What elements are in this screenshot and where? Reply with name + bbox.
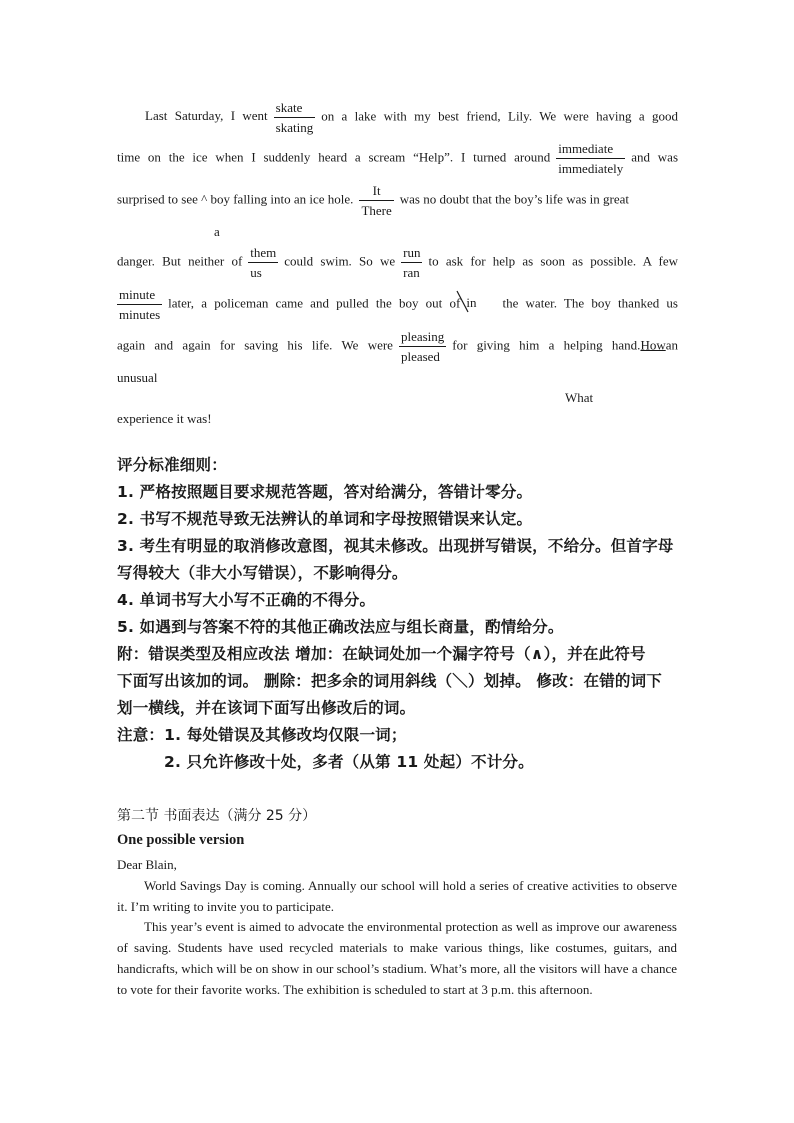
- passage-text: time on the ice when I suddenly heard a scream “Help”. I turned around: [117, 149, 551, 165]
- rule-1: 1. 严格按照题目要求规范答题，答对给满分，答错计零分。: [117, 483, 533, 501]
- passage-line-5: [117, 285, 678, 324]
- passage-text: could swim. So we: [284, 253, 396, 269]
- passage-line-3: [117, 181, 667, 220]
- corrected-word: ran: [403, 265, 420, 280]
- passage-text: on a lake with my best friend, Lily. We were having a good: [321, 108, 678, 124]
- rule-4: 4. 单词书写大小写不正确的不得分。: [117, 591, 376, 609]
- correction-fraction: [274, 98, 316, 137]
- replacement-word: What: [565, 390, 594, 405]
- letter-salutation: Dear Blain,: [117, 857, 177, 872]
- section-heading: 第二节 书面表达（满分 25 分）: [117, 808, 317, 824]
- note-line-2: 2. 只允许修改十处，多者（从第 11 处起）不计分。: [164, 753, 534, 771]
- passage-line-2: [117, 139, 678, 178]
- letter-paragraph-1: World Savings Day is coming. Annually our school will hold a series of creative activities to observe it. I’m writing to invite you to participate.: [117, 877, 677, 914]
- original-word: pleasing: [399, 327, 446, 347]
- passage-text: the water. The boy thanked us: [502, 295, 678, 311]
- passage-text: again and again for saving his life. We were: [117, 337, 393, 353]
- original-word: It: [359, 181, 393, 201]
- corrected-word: skating: [275, 120, 314, 135]
- passage-text: Last Saturday, I went: [145, 108, 268, 124]
- correction-fraction: [399, 327, 446, 366]
- passage-text: for giving him a helping hand.: [452, 337, 641, 353]
- passage-line-6: [117, 327, 678, 366]
- passage-line-1: [117, 98, 678, 137]
- underlined-error-word: How: [640, 337, 666, 353]
- rule-2: 2. 书写不规范导致无法辨认的单词和字母按照错误来认定。: [117, 510, 533, 528]
- passage-text: an: [665, 337, 678, 353]
- original-word: them: [248, 243, 278, 263]
- passage-line-4: [117, 243, 678, 282]
- original-word: immediate: [556, 139, 625, 159]
- inserted-word: a: [214, 224, 220, 239]
- letter-paragraph-2: This year’s event is aimed to advocate the environmental protection as well as improve our awareness of saving. Students have used recycled materials to make various things, like costumes, guitars, and handicrafts, which will be on show in our school’s stadium. What’s more, all the visitors will have a chance to vote for their favorite works. The exhibition is scheduled to start at 3 p.m. this afternoon.: [117, 919, 677, 997]
- rule-3b: 写得较大（非大小写错误），不影响得分。: [117, 564, 408, 582]
- original-word: run: [401, 243, 422, 263]
- corrected-word: minutes: [119, 307, 161, 322]
- appendix-line-2: 下面写出该加的词。 删除：把多余的词用斜线（＼）划掉。 修改：在错的词下: [117, 672, 662, 690]
- correction-fraction: [556, 139, 625, 178]
- corrected-word: us: [250, 265, 262, 280]
- sample-letter: [117, 855, 677, 1001]
- passage-line-7: unusual: [117, 370, 158, 385]
- original-word: skate: [274, 98, 316, 118]
- passage-text: surprised to see ^ boy falling into an ice hole.: [117, 191, 354, 207]
- rule-3a: 3. 考生有明显的取消修改意图，视其未修改。出现拼写错误，不给分。但首字母: [117, 537, 674, 555]
- deletion-slash-icon: [456, 290, 470, 314]
- corrected-word: There: [361, 203, 392, 218]
- passage-text: later, a policeman came and pulled the boy out of: [168, 295, 461, 311]
- correction-fraction: [401, 243, 422, 282]
- passage-text: danger. But neither of: [117, 253, 243, 269]
- passage-text: to ask for help as soon as possible. A few: [428, 253, 678, 269]
- corrected-word: pleased: [400, 349, 440, 364]
- rule-5: 5. 如遇到与答案不符的其他正确改法应与组长商量，酌情给分。: [117, 618, 564, 636]
- appendix-line-1: 附：错误类型及相应改法 增加：在缺词处加一个漏字符号（∧），并在此符号: [117, 645, 646, 663]
- correction-fraction: [117, 285, 162, 324]
- correction-fraction: [248, 243, 278, 282]
- version-title: One possible version: [117, 832, 245, 848]
- passage-text: and was: [631, 149, 678, 165]
- deleted-word: in: [466, 295, 477, 311]
- appendix-line-3: 划一横线，并在该词下面写出修改后的词。: [117, 699, 416, 717]
- corrected-word: immediately: [558, 161, 624, 176]
- passage-text: was no doubt that the boy’s life was in great: [399, 191, 630, 207]
- note-line-1: 注意：1. 每处错误及其修改均仅限一词；: [117, 726, 407, 744]
- original-word: minute: [117, 285, 162, 305]
- passage-line-8: experience it was!: [117, 411, 212, 426]
- correction-fraction: [359, 181, 393, 220]
- rules-title: 评分标准细则：: [117, 456, 227, 474]
